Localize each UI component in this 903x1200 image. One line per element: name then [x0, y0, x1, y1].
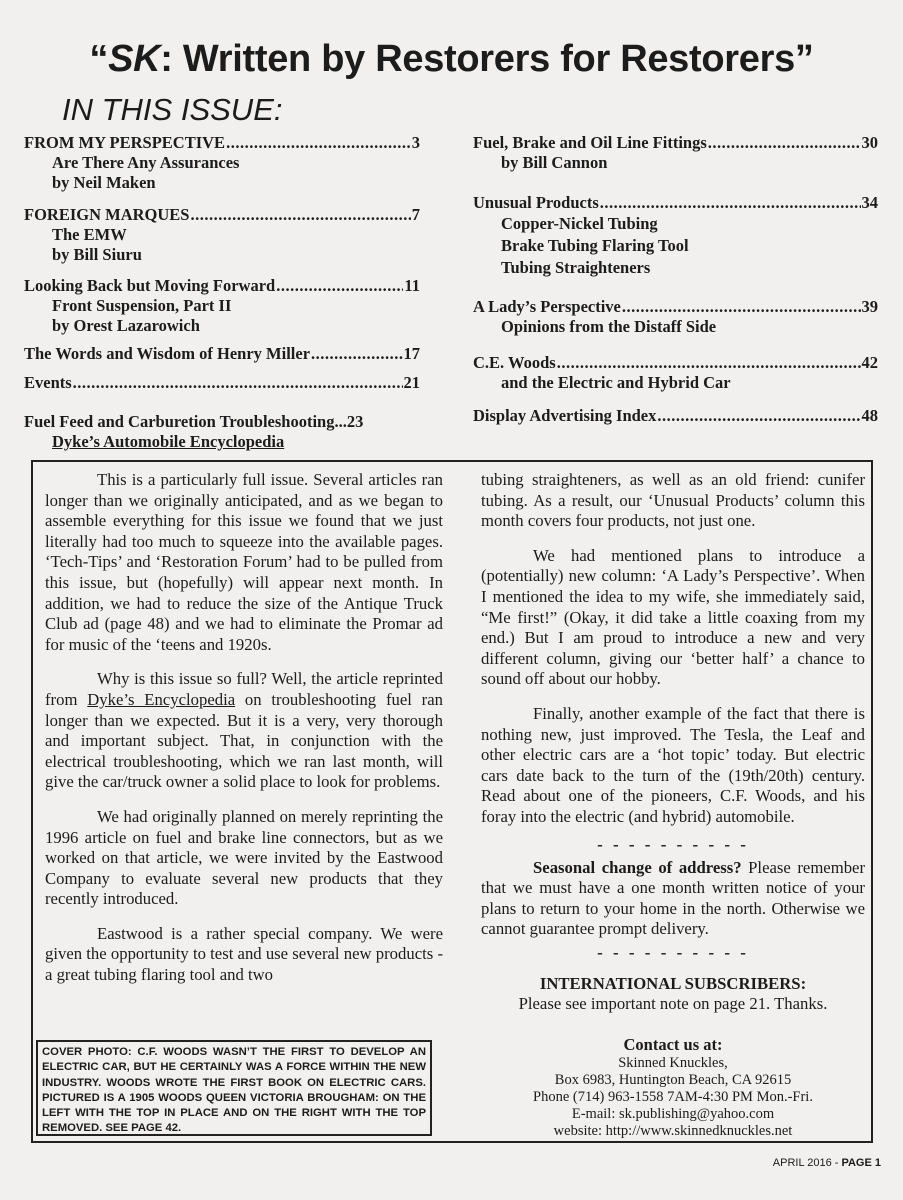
toc-subtitle: Copper-Nickel Tubing [501, 214, 658, 233]
toc-author: by Bill Siuru [52, 245, 142, 264]
toc-page: 3 [411, 133, 420, 152]
headline-rest: : Written by Restorers for Restorers” [160, 38, 814, 80]
toc-leader [557, 353, 861, 373]
toc-leader [311, 344, 402, 364]
toc-title: C.E. Woods [473, 353, 556, 372]
toc-title: Events [24, 373, 72, 392]
seasonal-heading: Seasonal change of address? [533, 857, 742, 877]
editorial-paragraph: Eastwood is a rather special company. We were given the opportunity to test and use several new products - a great tubing flaring tool and two [45, 923, 443, 985]
contact-phone: Phone (714) 963-1558 7AM-4:30 PM Mon.-Fri. [533, 1089, 813, 1105]
toc-subtitle: Are There Any Assurances [52, 153, 240, 172]
toc-subtitle: The EMW [52, 225, 127, 244]
folio-date: APRIL 2016 - [772, 1157, 842, 1169]
toc-title: Looking Back but Moving Forward [24, 276, 276, 295]
issue-heading: IN THIS ISSUE: [62, 92, 283, 127]
toc-author: by Bill Cannon [501, 153, 608, 172]
toc-leader [276, 276, 403, 296]
folio-page: PAGE 1 [841, 1157, 881, 1169]
toc-page: ...23 [334, 412, 364, 431]
editorial-paragraph: tubing straighteners, as well as an old friend: cunifer tubing. As a result, our ‘Unusual Products’ column this month covers four products, not just one. [481, 470, 865, 531]
toc-title: A Lady’s Perspective [473, 297, 621, 316]
editorial-paragraph: This is a particularly full issue. Several articles ran longer than we originally anticipated, and as we began to assemble everything for this issue we found that we just literally had too much to squeeze into the available pages. ‘Tech-Tips’ and ‘Restoration Forum’ had to be pulled from this issue, but (hopefully) will appear next month. In addition, we had to reduce the size of the Antique Truck Club ad (page 48) and we had to eliminate the Promar ad for music of the ‘teens and 1920s. [45, 470, 443, 654]
toc-page: 17 [403, 344, 420, 363]
toc-page: 21 [403, 373, 420, 392]
toc-leader [600, 193, 861, 213]
toc-entry[interactable] [24, 205, 420, 265]
headline-open-quote: “ [89, 38, 109, 80]
headline-sk: SK [108, 38, 161, 80]
toc-subtitle: Opinions from the Distaff Side [501, 317, 717, 336]
toc-entry[interactable] [473, 193, 878, 279]
toc-entry[interactable] [24, 133, 420, 193]
page-folio [773, 1157, 881, 1169]
toc-title: Fuel, Brake and Oil Line Fittings [473, 133, 707, 152]
toc-page: 48 [861, 406, 878, 425]
contact-block [481, 1035, 865, 1140]
international-note: Please see important note on page 21. Thanks. [518, 994, 828, 1014]
toc-page: 30 [861, 133, 878, 152]
toc-page: 34 [861, 193, 878, 212]
editorial-text: Why is this issue so full? Well, the article reprinted from [45, 669, 443, 709]
editorial-paragraph [45, 669, 443, 793]
toc-entry[interactable] [24, 373, 420, 393]
toc-subtitle: Front Suspension, Part II [52, 296, 232, 315]
contact-email[interactable]: E-mail: sk.publishing@yahoo.com [571, 1106, 775, 1122]
toc-subtitle: Brake Tubing Flaring Tool [501, 236, 689, 255]
toc-subtitle: and the Electric and Hybrid Car [501, 373, 731, 392]
dykes-encyclopedia-link[interactable]: Dyke’s Encyclopedia [87, 689, 236, 709]
toc-title: FOREIGN MARQUES [24, 205, 190, 224]
toc-title: Fuel Feed and Carburetion Troubleshooting [24, 412, 335, 431]
seasonal-text: Please remember that we must have a one month written notice of your plans to return to your home in the north. Otherwise we cannot guarantee prompt delivery. [481, 857, 865, 939]
divider: - - - - - - - - - - [597, 942, 749, 962]
toc-leader [622, 297, 861, 317]
contact-heading: Contact us at: [623, 1035, 723, 1054]
toc-page: 42 [861, 353, 878, 372]
cover-photo-caption: COVER PHOTO: C.F. WOODS WASN’T THE FIRST TO DEVELOP AN ELECTRIC CAR, BUT HE CERTAINLY WAS A FORCE WITHIN THE NEW INDUSTRY. WOODS WROTE THE FIRST BOOK ON ELECTRIC CARS. PICTURED IS A 1905 WOODS QUEEN VICTORIA BROUGHAM: ON THE LEFT WITH THE TOP IN PLACE AND ON THE RIGHT WITH THE TOP REMOVED. SEE PAGE 42. [36, 1040, 432, 1136]
toc-leader [226, 133, 411, 153]
toc-title: Display Advertising Index [473, 406, 657, 425]
toc-entry[interactable] [473, 133, 878, 173]
editorial-text: on troubleshooting fuel ran longer than we expected. But it is a very, very thorough and important subject. That, in conjunction with the electrical troubleshooting, which we ran last month, will give the car/truck owner a solid place to look for problems. [45, 689, 443, 792]
international-heading: INTERNATIONAL SUBSCRIBERS: [539, 973, 807, 993]
toc-page: 7 [411, 205, 420, 224]
divider: - - - - - - - - - - [597, 834, 749, 854]
toc-title: FROM MY PERSPECTIVE [24, 133, 226, 152]
editorial-paragraph: We had mentioned plans to introduce a (potentially) new column: ‘A Lady’s Perspective’. When I mentioned the idea to my wife, she immediately said, “Me first!” (Okay, it did take a little coaxing from my end.) But I am proud to introduce a new and very different column, giving our ‘better half’ a chance to sound off about our hobby. [481, 545, 865, 689]
toc-author: by Neil Maken [52, 173, 156, 192]
toc-entry[interactable] [473, 297, 878, 337]
editorial-paragraph: We had originally planned on merely reprinting the 1996 article on fuel and brake line connectors, but as we worked on that article, we were invited by the Eastwood Company to evaluate several new products that they recently introduced. [45, 806, 443, 909]
toc-title: Unusual Products [473, 193, 599, 212]
toc-leader [73, 373, 403, 393]
toc-subtitle: Tubing Straighteners [501, 258, 651, 277]
toc-entry[interactable] [24, 412, 420, 452]
toc-page: 11 [404, 276, 420, 295]
toc-entry[interactable] [473, 353, 878, 393]
toc-entry[interactable] [473, 406, 878, 426]
contact-website[interactable]: website: http://www.skinnedknuckles.net [553, 1123, 793, 1139]
toc-author: by Orest Lazarowich [52, 316, 200, 335]
editorial-left-column [45, 470, 443, 1000]
toc-leader [190, 205, 410, 225]
contact-name: Skinned Knuckles, [618, 1055, 728, 1071]
editorial-paragraph: Finally, another example of the fact that there is nothing new, just improved. The Tesla, the Leaf and other electric cars are a ‘hot topic’ today. But electric cars date back to the turn of the (19th/20th) century. Read about one of the pioneers, C.F. Woods, and his foray into the electric (and hybrid) automobile. [481, 703, 865, 826]
seasonal-notice [481, 858, 865, 940]
toc-entry[interactable] [24, 276, 420, 336]
toc-entry[interactable] [24, 344, 420, 364]
contact-address: Box 6983, Huntington Beach, CA 92615 [554, 1072, 792, 1088]
headline [0, 38, 903, 81]
toc-title: The Words and Wisdom of Henry Miller [24, 344, 311, 363]
toc-leader [657, 406, 860, 426]
toc-page: 39 [861, 297, 878, 316]
editorial-right-column [481, 470, 865, 1015]
toc-leader [708, 133, 861, 153]
toc-subtitle: Dyke’s Automobile Encyclopedia [52, 432, 285, 451]
